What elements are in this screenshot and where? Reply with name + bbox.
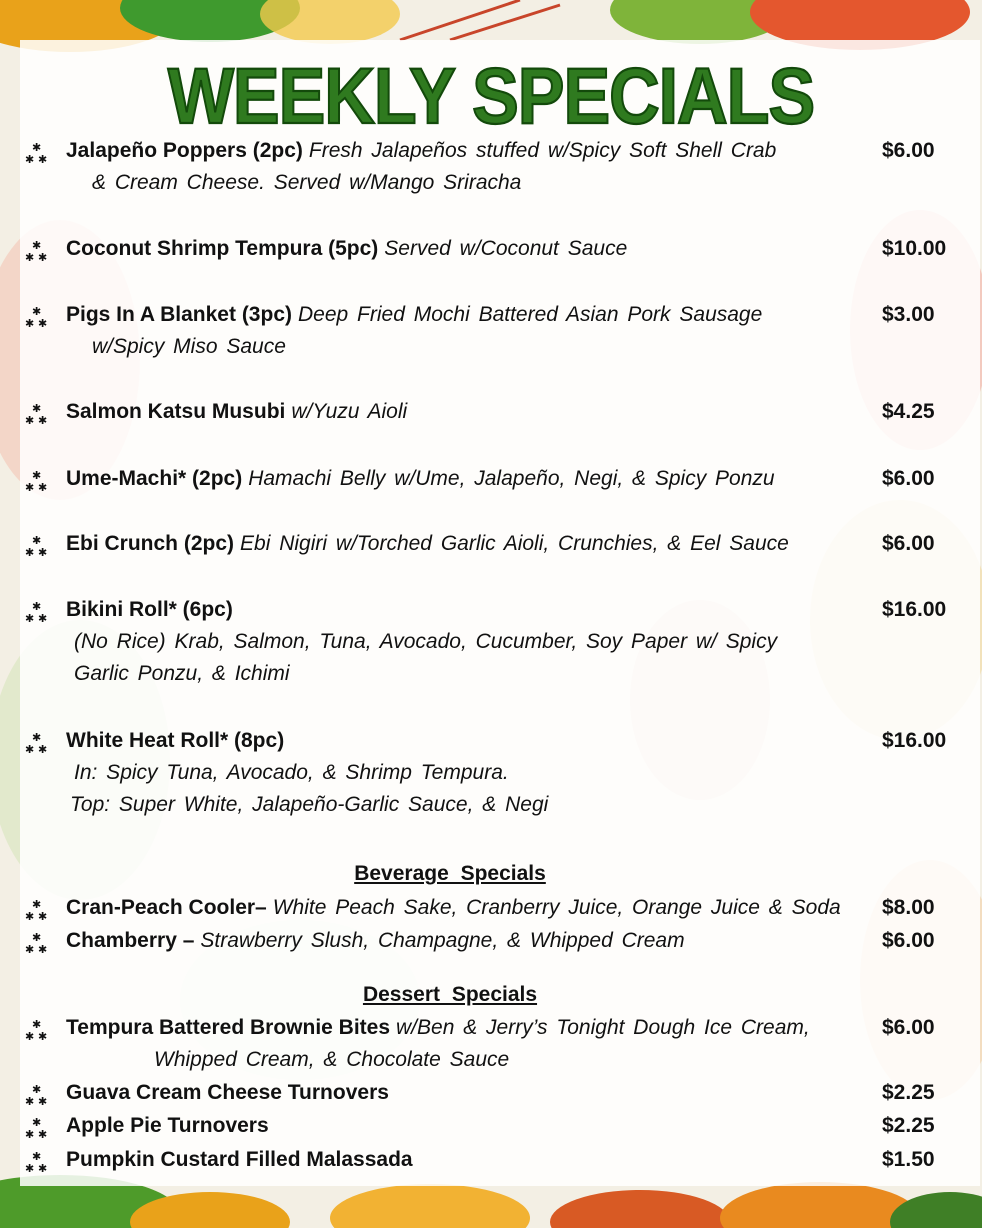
item-name: White Heat Roll* (8pc) [66, 729, 285, 752]
item-description-continued: In: Spicy Tuna, Avocado, & Shrimp Tempura. [74, 761, 509, 784]
svg-text:✱: ✱ [38, 1095, 48, 1107]
item-price: $1.50 [882, 1148, 935, 1171]
svg-text:✱: ✱ [38, 1030, 48, 1042]
triple-star-icon [24, 239, 54, 263]
page-title: WEEKLY SPECIALS [167, 52, 815, 140]
svg-text:✱: ✱ [32, 141, 42, 154]
svg-text:✱: ✱ [25, 1162, 35, 1174]
triple-star-icon [24, 1018, 54, 1042]
triple-star-icon [24, 469, 54, 493]
svg-text:✱: ✱ [25, 1128, 35, 1140]
item-description-continued: w/Spicy Miso Sauce [92, 335, 286, 358]
item-name: Ume-Machi* (2pc) [66, 467, 243, 490]
item-price: $16.00 [882, 598, 947, 621]
item-name: Pigs In A Blanket (3pc) [66, 303, 292, 326]
item-description-continued: & Cream Cheese. Served w/Mango Sriracha [92, 171, 522, 194]
item-line [66, 1146, 419, 1174]
svg-text:✱: ✱ [32, 1116, 42, 1129]
triple-star-icon [24, 898, 54, 922]
svg-text:✱: ✱ [32, 1150, 42, 1163]
svg-text:✱: ✱ [32, 469, 42, 482]
item-line [66, 1014, 810, 1042]
svg-text:✱: ✱ [38, 910, 48, 922]
triple-star-icon [24, 402, 54, 426]
svg-text:✱: ✱ [32, 305, 42, 318]
item-line [66, 301, 762, 329]
svg-text:✱: ✱ [32, 402, 42, 415]
item-description-continued: (No Rice) Krab, Salmon, Tuna, Avocado, Cucumber, Soy Paper w/ Spicy [74, 630, 778, 653]
triple-star-icon [24, 1083, 54, 1107]
item-description: White Peach Sake, Cranberry Juice, Orange Juice & Soda [272, 896, 841, 919]
svg-text:✱: ✱ [38, 481, 48, 493]
svg-text:✱: ✱ [38, 546, 48, 558]
svg-text:✱: ✱ [38, 153, 48, 165]
item-line [66, 137, 776, 165]
triple-star-icon [24, 931, 54, 955]
item-description: Hamachi Belly w/Ume, Jalapeño, Negi, & Spicy Ponzu [248, 467, 775, 490]
svg-text:✱: ✱ [25, 1095, 35, 1107]
svg-text:✱: ✱ [25, 943, 35, 955]
triple-star-icon [24, 600, 54, 624]
svg-text:✱: ✱ [25, 612, 35, 624]
svg-text:✱: ✱ [38, 612, 48, 624]
item-price: $16.00 [882, 729, 947, 752]
item-line [66, 235, 627, 263]
item-name: Pumpkin Custard Filled Malassada [66, 1148, 413, 1171]
item-line [66, 727, 290, 755]
item-name: Chamberry – [66, 929, 195, 952]
item-line [66, 465, 775, 493]
item-line [66, 596, 239, 624]
svg-text:✱: ✱ [38, 943, 48, 955]
triple-star-icon [24, 534, 54, 558]
item-price: $3.00 [882, 303, 935, 326]
triple-star-icon [24, 731, 54, 755]
item-price: $6.00 [882, 929, 935, 952]
item-line [66, 530, 789, 558]
item-description: Served w/Coconut Sauce [384, 237, 628, 260]
svg-text:✱: ✱ [32, 931, 42, 944]
svg-text:✱: ✱ [32, 600, 42, 613]
item-name: Tempura Battered Brownie Bites [66, 1016, 391, 1039]
svg-text:✱: ✱ [25, 251, 35, 263]
svg-text:✱: ✱ [25, 910, 35, 922]
svg-text:✱: ✱ [38, 414, 48, 426]
item-description-continued: Garlic Ponzu, & Ichimi [74, 662, 290, 685]
item-description: w/Ben & Jerry’s Tonight Dough Ice Cream, [396, 1016, 810, 1039]
svg-text:✱: ✱ [38, 1162, 48, 1174]
triple-star-icon [24, 141, 54, 165]
item-name: Cran-Peach Cooler– [66, 896, 267, 919]
item-line [66, 398, 407, 426]
dessert-specials-heading: Dessert Specials [362, 983, 538, 1006]
item-name: Coconut Shrimp Tempura (5pc) [66, 237, 379, 260]
item-price: $2.25 [882, 1114, 935, 1137]
item-description: Ebi Nigiri w/Torched Garlic Aioli, Crunchies, & Eel Sauce [240, 532, 789, 555]
item-price: $6.00 [882, 532, 935, 555]
item-line [66, 927, 685, 955]
item-name: Ebi Crunch (2pc) [66, 532, 235, 555]
item-name: Guava Cream Cheese Turnovers [66, 1081, 389, 1104]
item-price: $8.00 [882, 896, 935, 919]
item-name: Apple Pie Turnovers [66, 1114, 269, 1137]
svg-text:✱: ✱ [25, 481, 35, 493]
svg-text:✱: ✱ [32, 534, 42, 547]
item-name: Jalapeño Poppers (2pc) [66, 139, 303, 162]
svg-text:✱: ✱ [38, 1128, 48, 1140]
svg-text:✱: ✱ [38, 317, 48, 329]
item-price: $4.25 [882, 400, 935, 423]
svg-text:✱: ✱ [25, 414, 35, 426]
item-price: $2.25 [882, 1081, 935, 1104]
beverage-specials-heading: Beverage Specials [354, 862, 546, 885]
svg-text:✱: ✱ [32, 239, 42, 252]
item-line [66, 1079, 395, 1107]
item-description-continued: Top: Super White, Jalapeño-Garlic Sauce, & Negi [70, 793, 549, 816]
item-description: w/Yuzu Aioli [291, 400, 408, 423]
item-price: $10.00 [882, 237, 947, 260]
item-price: $6.00 [882, 139, 935, 162]
item-price: $6.00 [882, 467, 935, 490]
item-description: Strawberry Slush, Champagne, & Whipped Cream [200, 929, 685, 952]
item-description-continued: Whipped Cream, & Chocolate Sauce [154, 1048, 510, 1071]
svg-text:✱: ✱ [38, 251, 48, 263]
svg-text:✱: ✱ [25, 153, 35, 165]
triple-star-icon [24, 305, 54, 329]
svg-text:✱: ✱ [32, 1083, 42, 1096]
item-line [66, 1112, 275, 1140]
item-price: $6.00 [882, 1016, 935, 1039]
svg-text:✱: ✱ [38, 743, 48, 755]
item-description: Fresh Jalapeños stuffed w/Spicy Soft Shell Crab [308, 139, 777, 162]
svg-text:✱: ✱ [32, 731, 42, 744]
item-name: Bikini Roll* (6pc) [66, 598, 233, 621]
item-name: Salmon Katsu Musubi [66, 400, 286, 423]
svg-text:✱: ✱ [25, 743, 35, 755]
svg-text:✱: ✱ [25, 546, 35, 558]
svg-text:✱: ✱ [32, 898, 42, 911]
item-line [66, 894, 841, 922]
triple-star-icon [24, 1150, 54, 1174]
svg-text:✱: ✱ [32, 1018, 42, 1031]
svg-text:✱: ✱ [25, 1030, 35, 1042]
triple-star-icon [24, 1116, 54, 1140]
item-description: Deep Fried Mochi Battered Asian Pork Sausage [298, 303, 763, 326]
svg-text:✱: ✱ [25, 317, 35, 329]
